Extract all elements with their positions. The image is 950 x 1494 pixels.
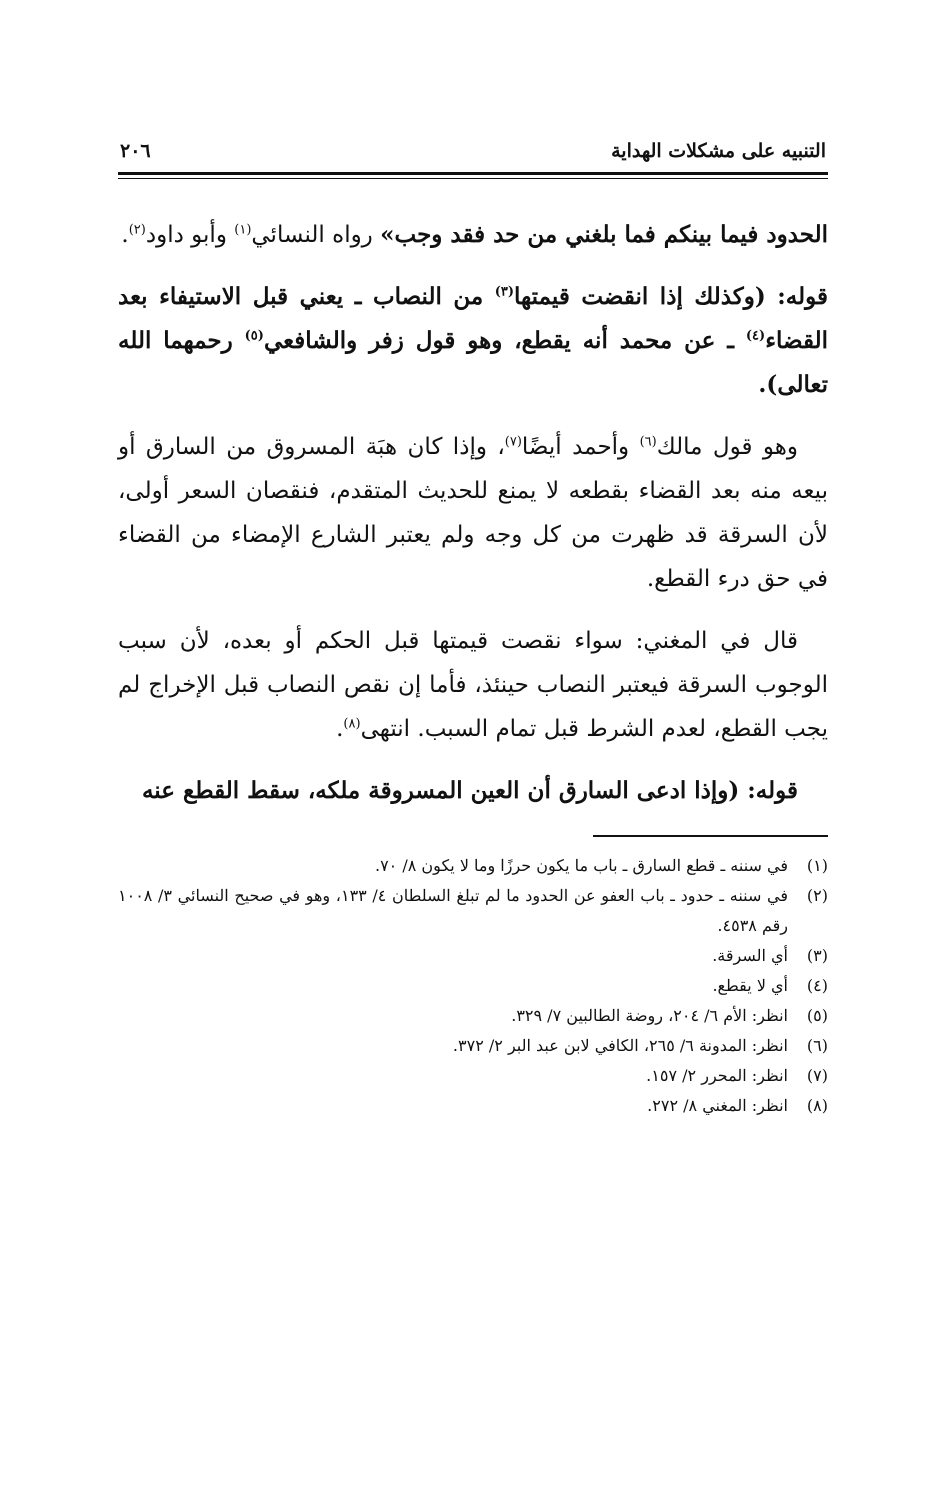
- paragraph-5: [118, 769, 828, 813]
- footnote-ref-6: (٦): [639, 434, 657, 450]
- text-run: من النصاب ـ يعني قبل الاستيفاء بعد القضاء: [118, 283, 828, 354]
- paragraph-2: [118, 275, 828, 407]
- footnote-2: [118, 881, 828, 941]
- footnote-number: (١): [806, 856, 828, 875]
- paragraph-3: [118, 425, 828, 601]
- footnote-text: انظر: المحرر ٢/ ١٥٧.: [646, 1066, 788, 1085]
- header-rule-thin: [118, 178, 828, 179]
- text-run: .: [336, 716, 344, 742]
- footnote-ref-7: (٧): [504, 434, 522, 450]
- footnote-5: [118, 1001, 828, 1031]
- running-header: [118, 138, 828, 172]
- footnote-number: (٣): [806, 946, 828, 965]
- footnote-number: (٤): [806, 976, 828, 995]
- footnote-7: [118, 1061, 828, 1091]
- footnote-ref-4: (٤): [745, 328, 766, 344]
- text-run: ، وإذا كان هبَة المسروق من السارق أو بيعه منه بعد القضاء بقطعه لا يمنع للحديث المتقدم، فنقصان السعر أولى، لأن السرقة قد ظهرت من كل وجه ولم يعتبر الشارع الإمضاء من القضاء في حق درء القطع.: [118, 434, 828, 592]
- text-run: وأبو داود: [145, 222, 235, 248]
- footnote-number: (٧): [806, 1066, 828, 1085]
- footnote-1: [118, 851, 828, 881]
- footnotes: [118, 851, 828, 1121]
- text-run: قال في المغني: سواء نقصت قيمتها قبل الحكم أو بعده، لأن سبب الوجوب السرقة فيعتبر النصاب حينئذ، فأما إن نقص النصاب قبل الإخراج لم يجب القطع، لعدم الشرط قبل تمام السبب. انتهى: [118, 628, 828, 742]
- text-run: قوله: (: [754, 283, 828, 310]
- footnote-separator: [593, 835, 828, 837]
- footnote-text: في سننه ـ قطع السارق ـ باب ما يكون حرزًا وما لا يكون ٨/ ٧٠.: [374, 856, 788, 875]
- footnote-ref-3: (٣): [494, 284, 515, 300]
- hadith-text: الحدود فيما بينكم فما بلغني من حد فقد وجب»: [380, 221, 828, 248]
- footnote-ref-8: (٨): [343, 716, 361, 732]
- text-run: قوله: (: [728, 777, 798, 804]
- text-run: .: [121, 222, 129, 248]
- footnote-text: في سننه ـ حدود ـ باب العفو عن الحدود ما لم تبلغ السلطان ٤/ ١٣٣، وهو في صحيح النسائي ٣/ ١٠٠٨ رقم ٤٥٣٨.: [118, 886, 789, 935]
- footnote-number: (٨): [806, 1096, 828, 1115]
- page-number: ٢٠٦: [120, 140, 151, 162]
- book-title: التنبيه على مشكلات الهداية: [611, 140, 826, 162]
- paragraph-1: [118, 213, 828, 257]
- footnote-4: [118, 971, 828, 1001]
- footnote-8: [118, 1091, 828, 1121]
- book-page: [118, 138, 828, 1121]
- footnote-3: [118, 941, 828, 971]
- footnote-6: [118, 1031, 828, 1061]
- footnote-text: انظر: المدونة ٦/ ٢٦٥، الكافي لابن عبد البر ٢/ ٣٧٢.: [452, 1036, 788, 1055]
- footnote-ref-5: (٥): [244, 328, 264, 344]
- footnote-text: انظر: المغني ٨/ ٢٧٢.: [647, 1096, 788, 1115]
- header-rule-thick: [118, 172, 828, 175]
- footnote-text: أي لا يقطع.: [712, 976, 788, 995]
- footnote-text: أي السرقة.: [712, 946, 788, 965]
- text-run: وكذلك إذا انقضت قيمتها: [514, 283, 755, 310]
- paragraph-4: [118, 619, 828, 751]
- footnote-number: (٢): [806, 886, 828, 905]
- text-run: ).: [758, 371, 778, 398]
- footnote-ref-1: (١): [234, 222, 252, 238]
- footnote-ref-2: (٢): [128, 222, 146, 238]
- main-text: [118, 213, 828, 813]
- footnote-number: (٦): [806, 1036, 828, 1055]
- text-run: رواه النسائي: [251, 222, 381, 248]
- text-run: وهو قول مالك: [656, 434, 798, 460]
- footnote-text: انظر: الأم ٦/ ٢٠٤، روضة الطالبين ٧/ ٣٢٩.: [511, 1006, 788, 1025]
- text-run: ـ عن محمد أنه يقطع، وهو قول زفر والشافعي: [263, 327, 746, 354]
- text-run: وإذا ادعى السارق أن العين المسروقة ملكه، سقط القطع عنه: [141, 777, 729, 804]
- text-run: رحمهما الله تعالى: [118, 327, 828, 398]
- footnote-number: (٥): [806, 1006, 828, 1025]
- text-run: وأحمد أيضًا: [521, 434, 640, 460]
